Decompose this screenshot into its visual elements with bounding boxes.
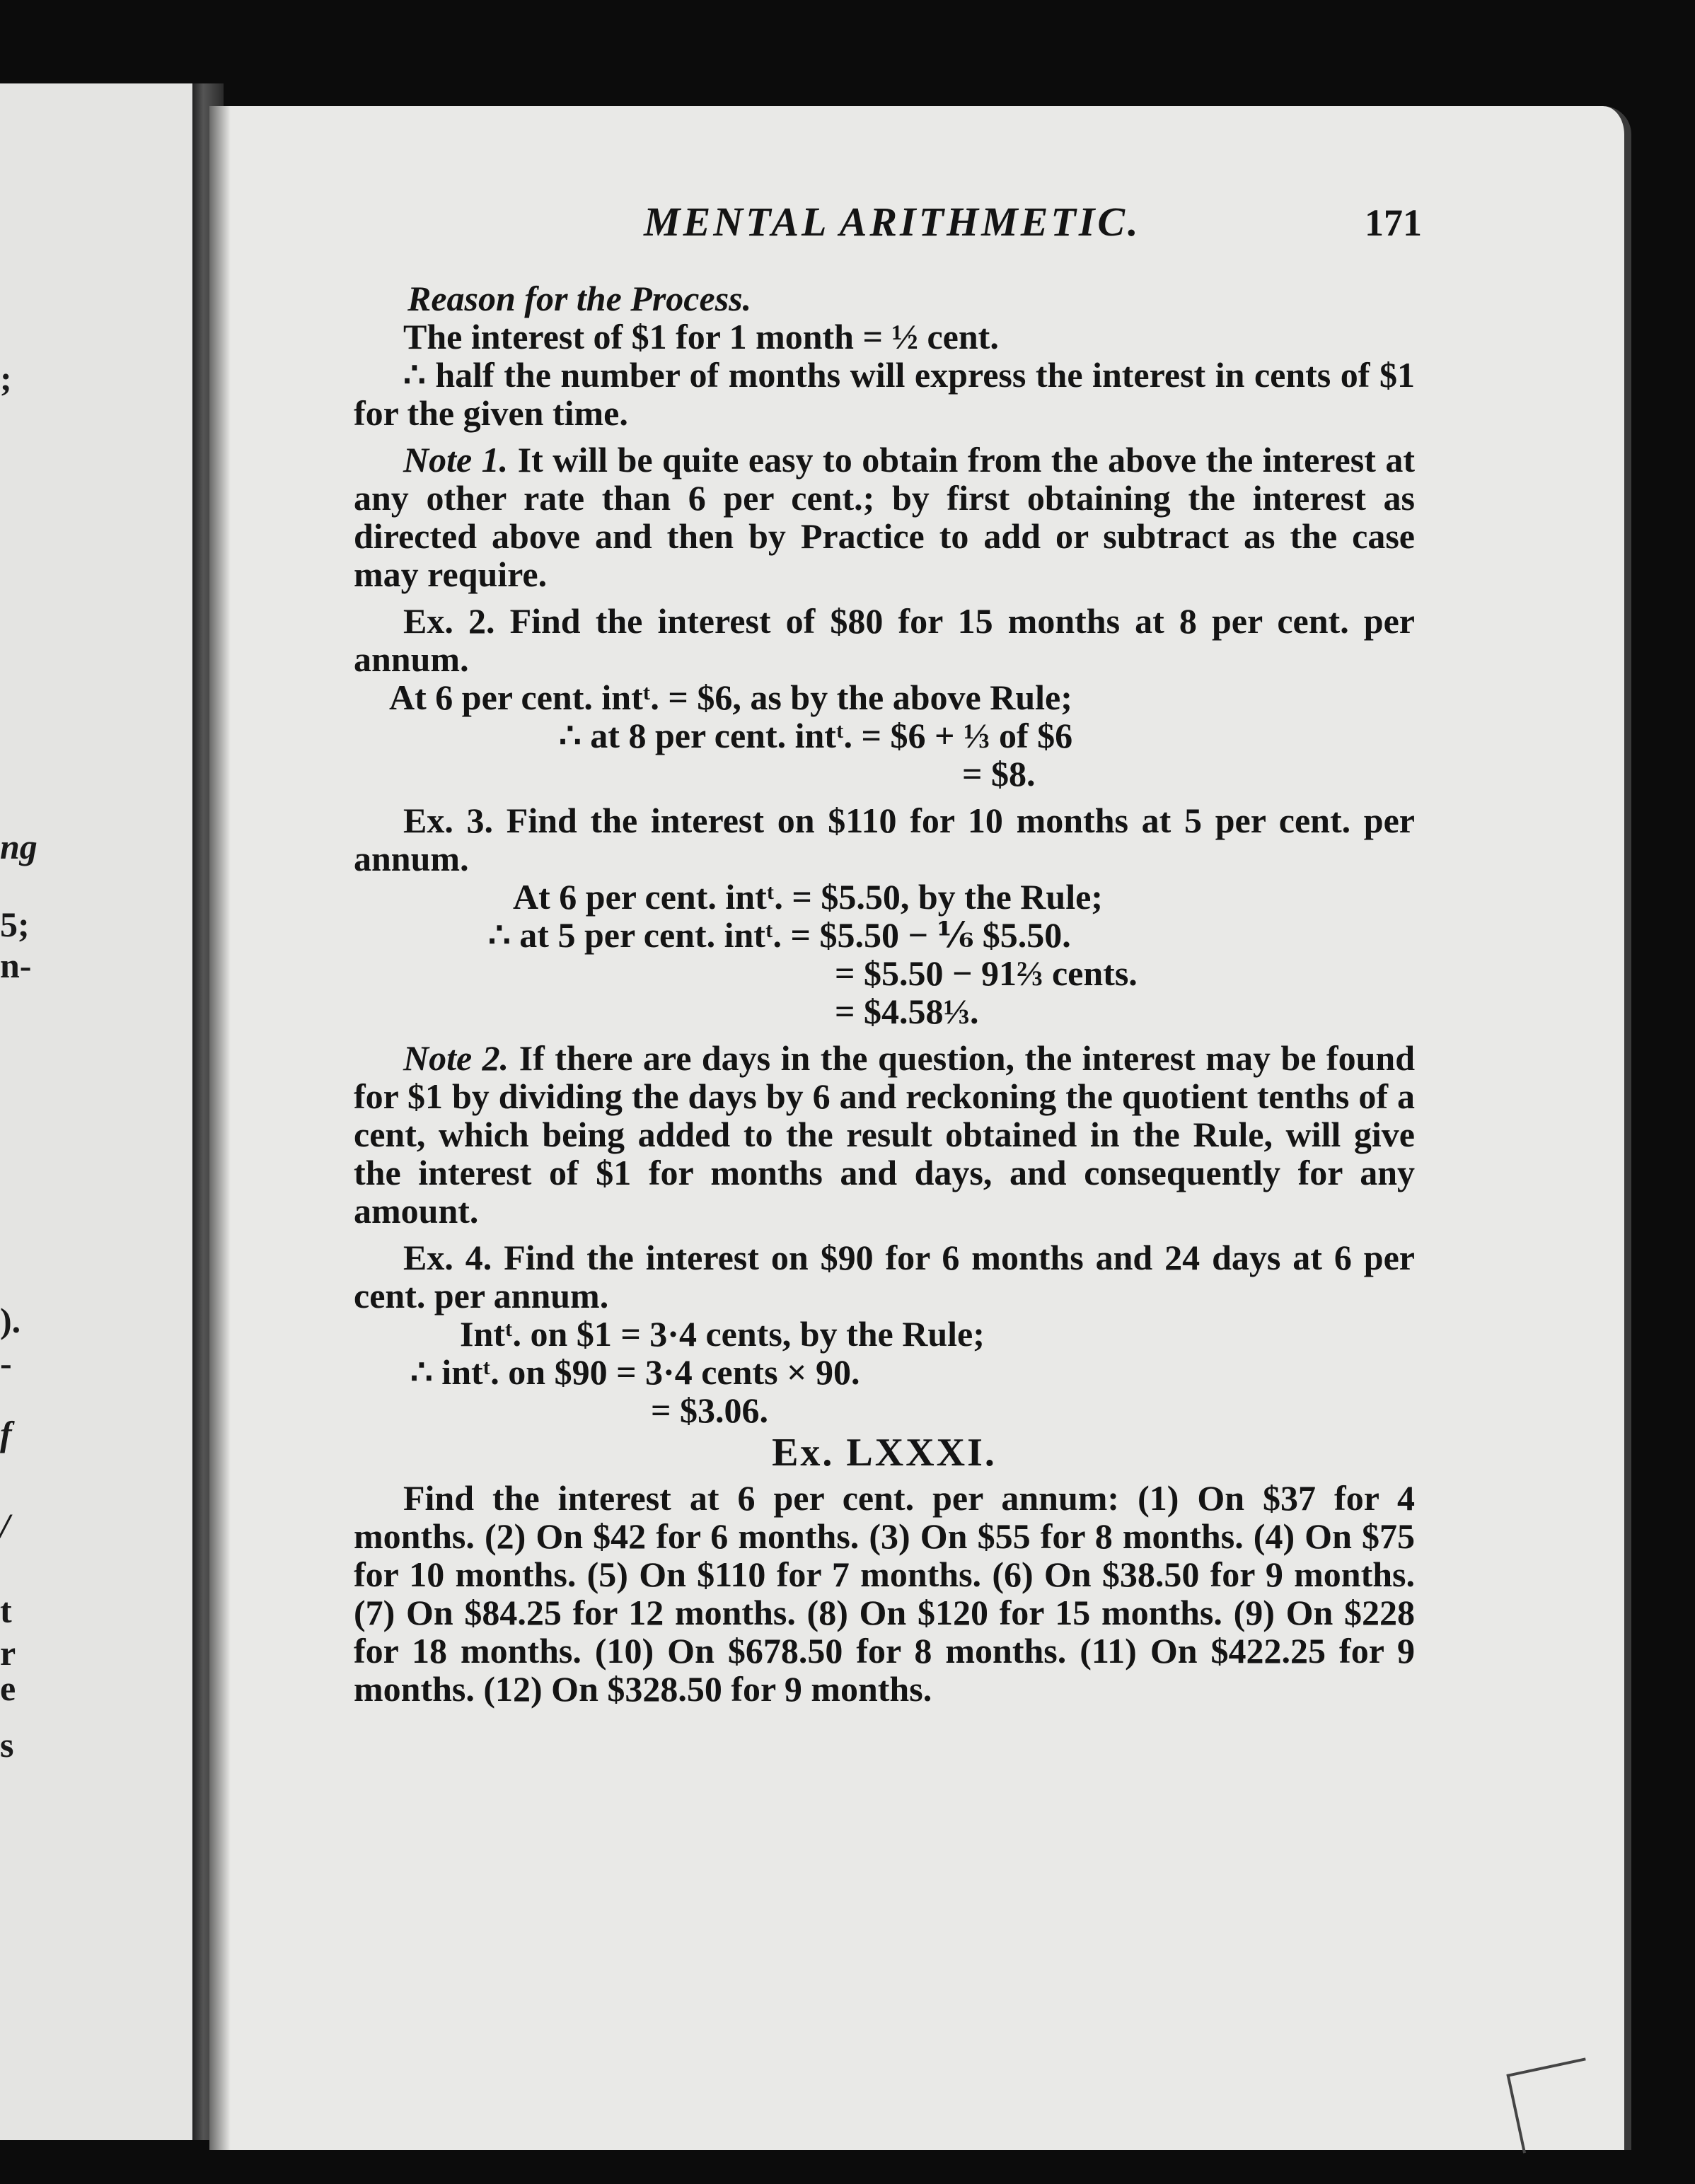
folded-corner [1506,2057,1602,2153]
left-margin-fragment: f [0,1414,12,1453]
left-margin-fragment: - [0,1343,12,1383]
left-margin-fragment: n- [0,946,32,985]
left-margin-fragment: ng [0,827,37,866]
left-margin-fragment: ; [0,359,12,398]
working-line: = $8. [962,754,1036,794]
left-margin-fragment: s [0,1725,14,1765]
note-label: Note 1. [403,440,509,480]
example-paragraph [354,1238,1415,1315]
left-page [0,83,197,2140]
working-line: = $5.50 − 91⅔ cents. [835,953,1138,993]
example-paragraph [354,602,1415,678]
example-label: Ex. 4. [403,1238,492,1277]
working-line: Intᵗ. on $1 = 3·4 cents, by the Rule; [460,1314,985,1354]
exercise-title: Ex. LXXXI. [772,1431,997,1475]
left-margin-fragment: t [0,1591,12,1630]
left-margin-fragment: / [0,1506,10,1545]
note-text: It will be quite easy to obtain from the above the interest at any other rate than 6 per cent.; by first obtaining the interest as directed above and then by Practice to add or subtract as the case may require. [354,440,1415,594]
left-margin-fragment: ). [0,1301,21,1340]
working-line: = $4.58⅓. [835,992,979,1031]
exercise-text: Find the interest at 6 per cent. per annum: (1) On $37 for 4 months. (2) On $42 for 6 months. (3) On $55 for 8 months. (4) On $75 for 10 months. (5) On $110 for 7 months. (6) On $38.50 for 9 months. (7) On $84.25 for 12 months. (8) On $120 for 15 months. (9) On $228 for 18 months. (10) On $678.50 for 8 months. (11) On $422.25 for 9 months. (12) On $328.50 for 9 months. [354,1478,1415,1709]
left-margin-fragment: r [0,1633,16,1673]
note-label: Note 2. [403,1038,509,1078]
working-line: At 6 per cent. intᵗ. = $6, as by the above Rule; [389,678,1072,717]
left-margin-fragment: e [0,1668,16,1708]
example-text: Find the interest on $110 for 10 months at 5 per cent. per annum. [354,801,1415,878]
left-margin-fragment: 5; [0,905,30,944]
page-body [354,279,1415,1708]
page-number: 171 [1365,202,1422,244]
example-label: Ex. 2. [403,601,495,641]
section-heading: Reason for the Process. [407,279,752,318]
note-paragraph [354,441,1415,593]
example-text: Find the interest of $80 for 15 months at 8 per cent. per annum. [354,601,1415,679]
page-header [361,198,1422,255]
working-line: ∴ at 5 per cent. intᵗ. = $5.50 − ⅙ $5.50. [488,915,1071,955]
reason-line: The interest of $1 for 1 month = ½ cent. [403,317,999,356]
note-paragraph [354,1039,1415,1230]
working-line: = $3.06. [651,1390,768,1430]
running-title: MENTAL ARITHMETIC. [644,199,1141,245]
example-label: Ex. 3. [403,801,494,840]
reason-line: ∴ half the number of months will express the interest in cents of $1 for the given time. [354,355,1415,433]
working-line: ∴ intᵗ. on $90 = 3·4 cents × 90. [410,1352,860,1392]
note-text: If there are days in the question, the interest may be found for $1 by dividing the days by 6 and reckoning the quotient tenths of a cent, which being added to the result obtained in the Rule, will give the interest of $1 for months and days, and consequently for any amount. [354,1038,1416,1231]
working-line: ∴ at 8 per cent. intᵗ. = $6 + ⅓ of $6 [559,716,1073,755]
example-paragraph [354,801,1415,878]
spine-shadow [209,106,231,2150]
working-line: At 6 per cent. intᵗ. = $5.50, by the Rule; [513,877,1103,917]
example-text: Find the interest on $90 for 6 months and 24 days at 6 per cent. per annum. [354,1238,1415,1315]
